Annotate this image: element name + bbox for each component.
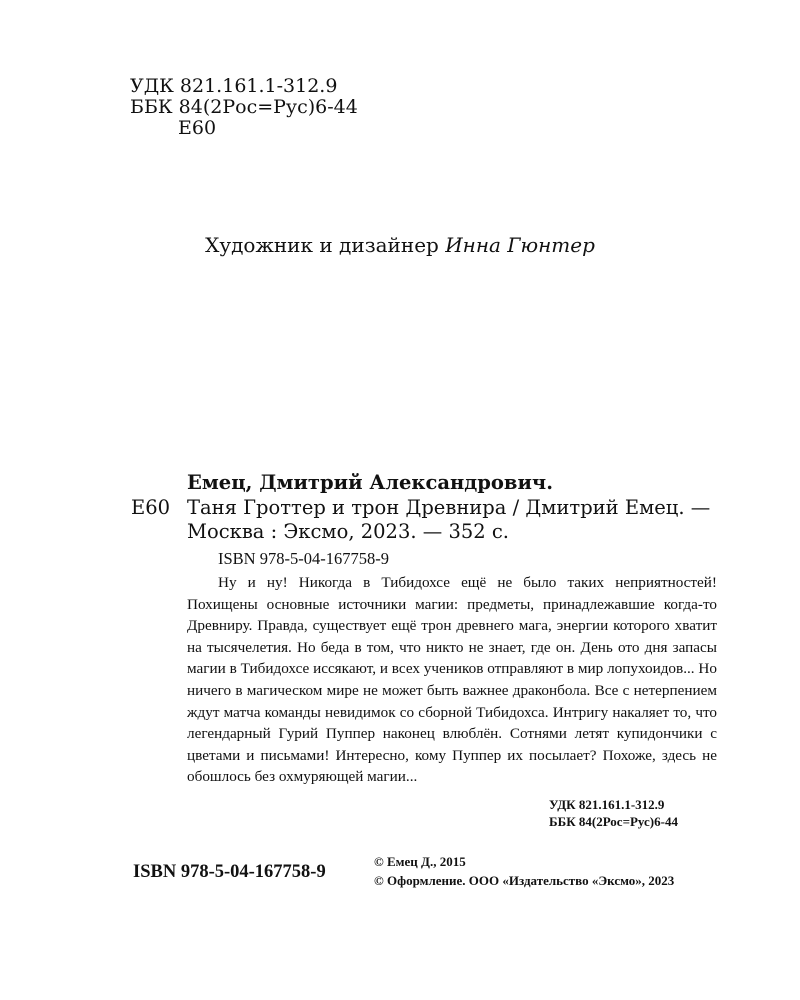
- illustrator-credit: [0, 233, 800, 257]
- illustrator-role: Художник и дизайнер: [205, 233, 439, 257]
- classification-codes: [130, 76, 358, 139]
- bottom-bbk-code: ББК 84(2Рос=Рус)6-44: [549, 814, 678, 829]
- record-index-code: Е60: [131, 496, 171, 519]
- record-publication-line: Москва : Эксмо, 2023. — 352 с.: [187, 520, 509, 543]
- isbn-large: ISBN 978-5-04-167758-9: [133, 862, 326, 882]
- record-isbn: ISBN 978-5-04-167758-9: [218, 549, 389, 568]
- bbk-code: ББК 84(2Рос=Рус)6-44: [130, 96, 358, 118]
- udk-code: УДК 821.161.1-312.9: [130, 75, 338, 97]
- author-index-code: Е60: [178, 117, 217, 139]
- copyright-author: © Емец Д., 2015: [374, 854, 466, 869]
- record-title-line: Таня Гроттер и трон Древнира / Дмитрий Емец. —: [187, 496, 711, 519]
- bottom-classification-codes: [549, 796, 678, 830]
- annotation-text: Ну и ну! Никогда в Тибидохсе ещё не было таких неприятностей! Похищены основные источники магии: предметы, принадлежавшие когда-то Древниру. Правда, существует ещё трон древнего мага, энергии которого хватит на тысячелетия. Но беда в том, что никто не знает, где он. День ото дня запасы магии в Тибидохсе иссякают, и всех учеников отправляют в мир лопухоидов... Но ничего в магическом мире не может быть важнее драконбола. Все с нетерпением ждут матча команды невидимок со сборной Тибидохса. Интригу накаляет то, что легендарный Гурий Пуппер наконец влюблён. Сотнями летят купидончики с цветами и письмами! Интересно, кому Пуппер их посылает? Похоже, здесь не обошлось без охмуряющей магии...: [187, 574, 717, 786]
- bottom-udk-code: УДК 821.161.1-312.9: [549, 797, 665, 812]
- annotation: [187, 572, 717, 788]
- illustrator-name: Инна Гюнтер: [445, 233, 595, 257]
- record-author: Емец, Дмитрий Александрович.: [187, 471, 553, 494]
- copyright-design: © Оформление. ООО «Издательство «Эксмо», 2023: [374, 873, 675, 888]
- copyright-block: [374, 852, 674, 890]
